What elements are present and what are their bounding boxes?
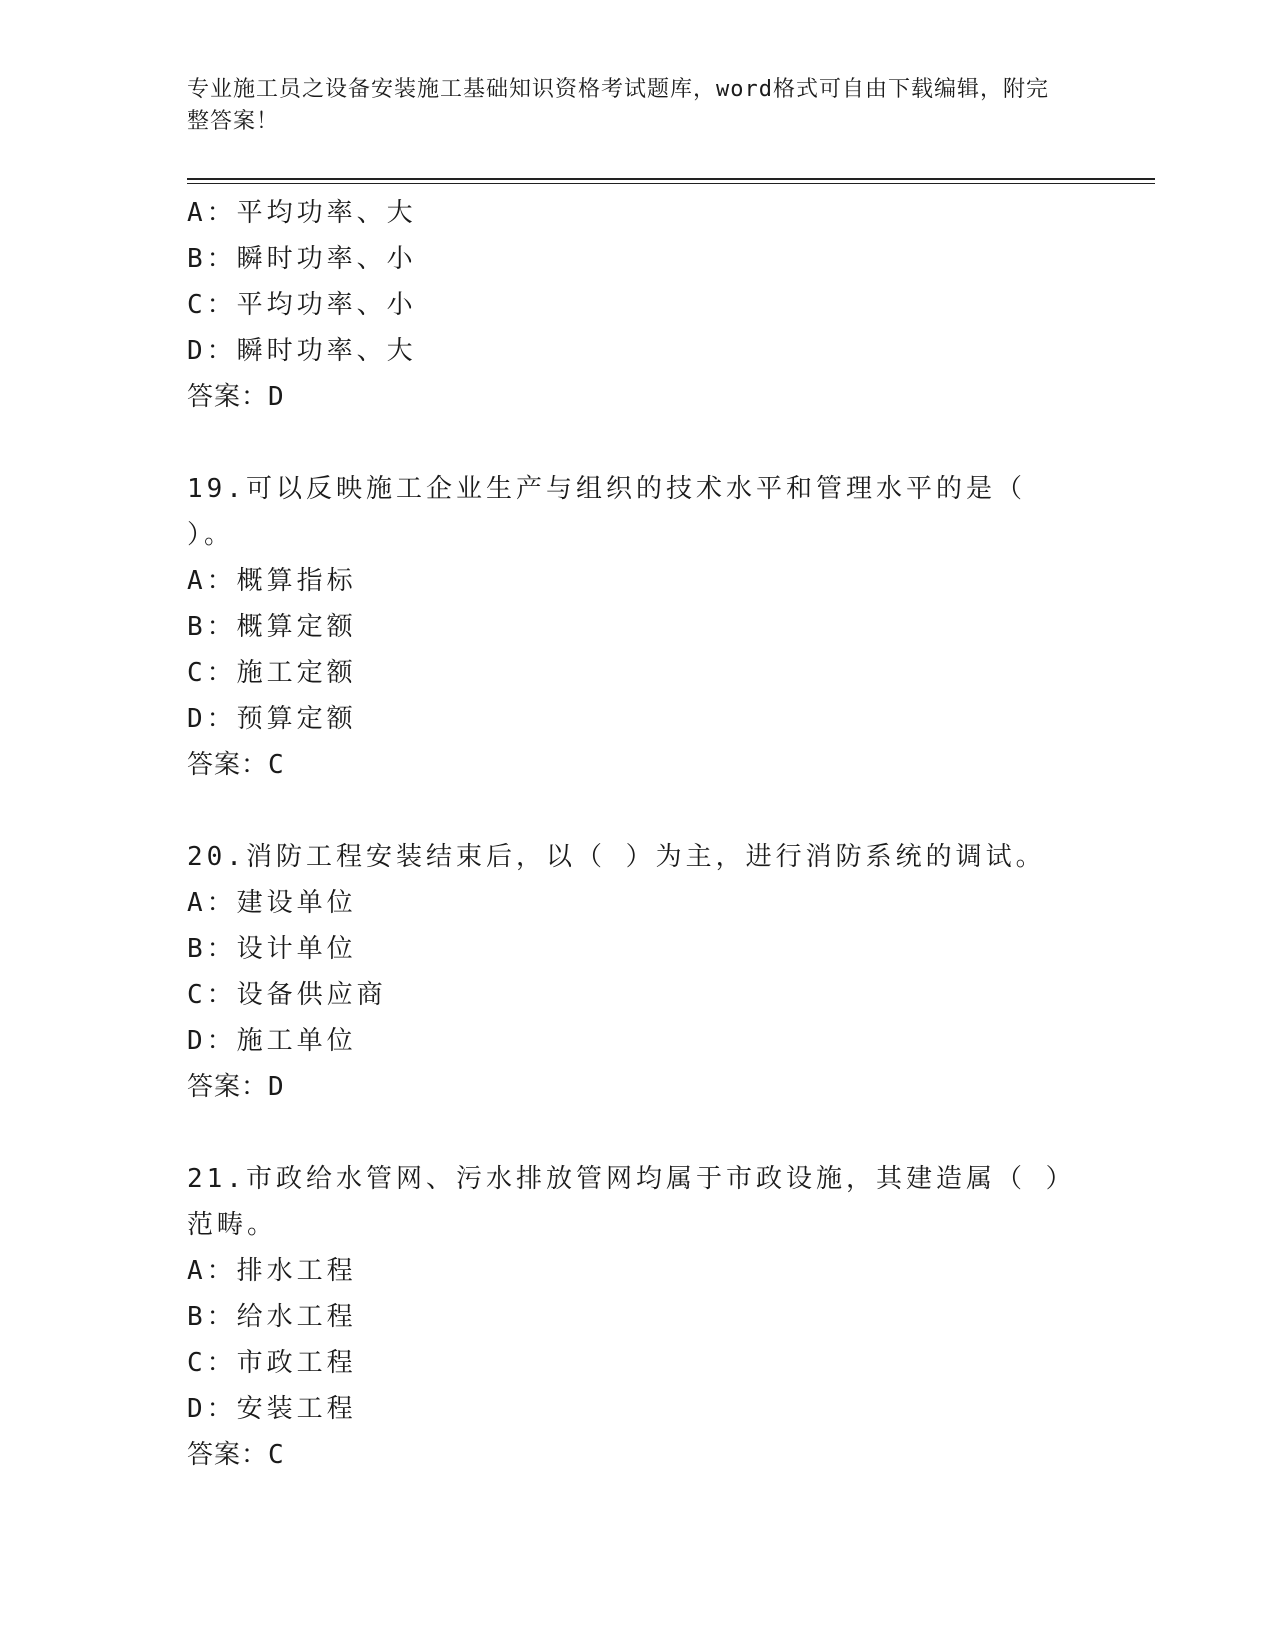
option-b: B：瞬时功率、小 bbox=[187, 244, 417, 274]
spacer bbox=[187, 420, 1087, 466]
option-d: D：预算定额 bbox=[187, 704, 357, 734]
option-d: D：施工单位 bbox=[187, 1026, 357, 1056]
question-text: 19.可以反映施工企业生产与组织的技术水平和管理水平的是（ ）。 bbox=[187, 474, 1026, 550]
spacer bbox=[187, 1110, 1087, 1156]
option-b: B：概算定额 bbox=[187, 612, 357, 642]
option-a: A：建设单位 bbox=[187, 888, 357, 918]
header-divider-bottom bbox=[187, 183, 1155, 184]
option-b: B：给水工程 bbox=[187, 1302, 357, 1332]
answer-line: 答案：C bbox=[187, 1440, 285, 1470]
option-d: D：安装工程 bbox=[187, 1394, 357, 1424]
answer-line: 答案：D bbox=[187, 382, 285, 412]
option-a: A：排水工程 bbox=[187, 1256, 357, 1286]
question-block-20 bbox=[187, 834, 1087, 1110]
option-d: D：瞬时功率、大 bbox=[187, 336, 417, 366]
option-b: B：设计单位 bbox=[187, 934, 357, 964]
option-c: C：平均功率、小 bbox=[187, 290, 417, 320]
option-a: A：平均功率、大 bbox=[187, 198, 417, 228]
document-header: 专业施工员之设备安装施工基础知识资格考试题库，word格式可自由下载编辑，附完整答案！ bbox=[187, 77, 1049, 134]
header-divider-top bbox=[187, 178, 1155, 180]
answer-line: 答案：C bbox=[187, 750, 285, 780]
question-text: 21.市政给水管网、污水排放管网均属于市政设施，其建造属（ ）范畴。 bbox=[187, 1164, 1063, 1240]
option-c: C：设备供应商 bbox=[187, 980, 387, 1010]
question-list bbox=[187, 190, 1087, 1478]
option-c: C：市政工程 bbox=[187, 1348, 357, 1378]
question-block-18 bbox=[187, 190, 1087, 420]
spacer bbox=[187, 788, 1087, 834]
answer-line: 答案：D bbox=[187, 1072, 285, 1102]
question-text: 20.消防工程安装结束后，以（ ）为主，进行消防系统的调试。 bbox=[187, 842, 1046, 872]
option-c: C：施工定额 bbox=[187, 658, 357, 688]
option-a: A：概算指标 bbox=[187, 566, 357, 596]
question-block-19 bbox=[187, 466, 1087, 788]
question-block-21 bbox=[187, 1156, 1087, 1478]
